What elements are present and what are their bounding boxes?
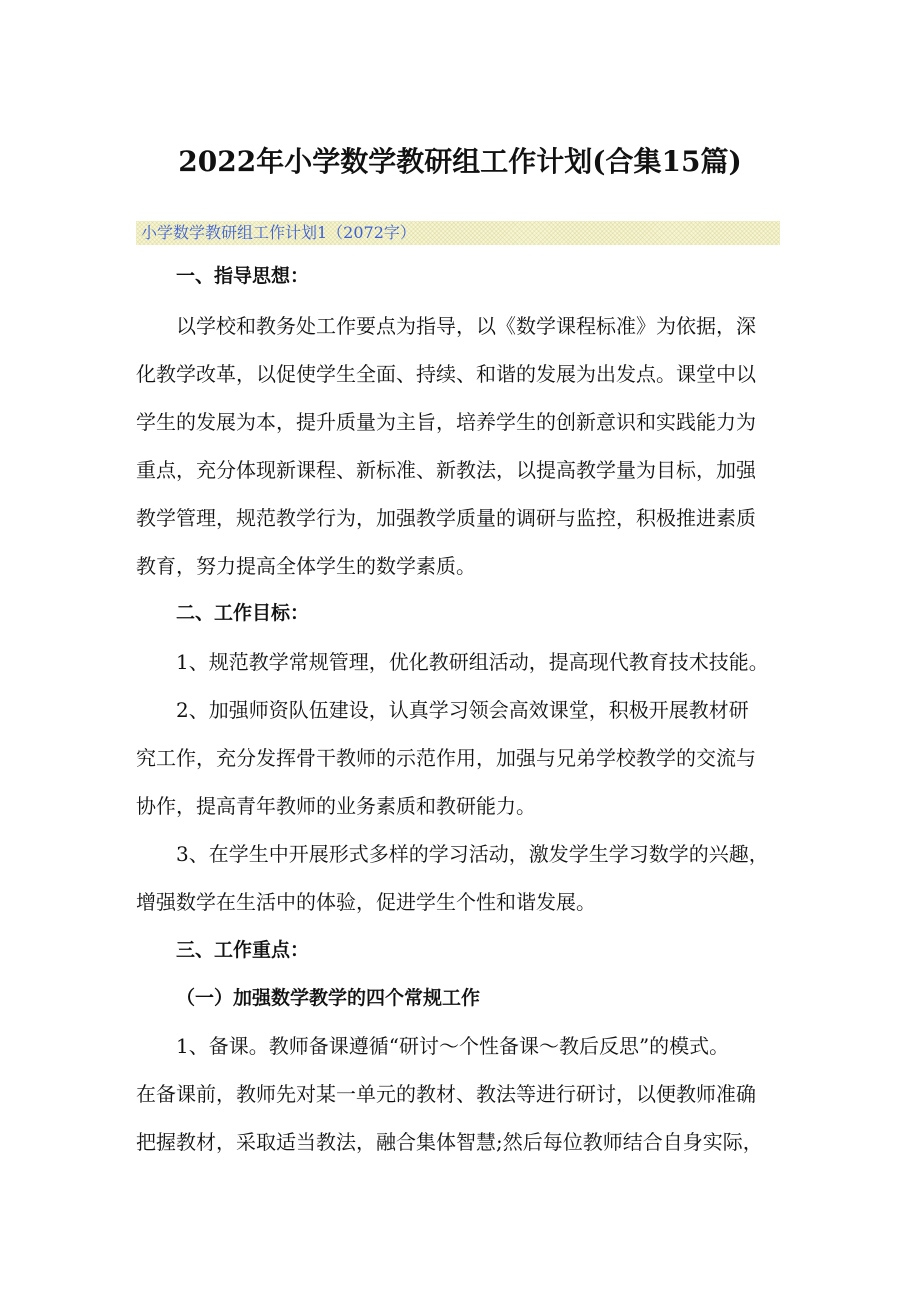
paragraph-line: 重点，充分体现新课程、新标准、新教法，以提高教学量为目标，加强 bbox=[136, 458, 756, 482]
paragraph-line: 教学管理，规范教学行为，加强教学质量的调研与监控，积极推进素质 bbox=[136, 506, 756, 530]
paragraph-line: 究工作，充分发挥骨干教师的示范作用，加强与兄弟学校教学的交流与 bbox=[136, 746, 756, 770]
paragraph-line: 把握教材，采取适当教法，融合集体智慧;然后每位教师结合自身实际， bbox=[136, 1130, 763, 1154]
paragraph-line: 协作，提高青年教师的业务素质和教研能力。 bbox=[136, 794, 536, 818]
paragraph-line: 学生的发展为本，提升质量为主旨，培养学生的创新意识和实践能力为 bbox=[136, 410, 756, 434]
subtitle-link[interactable]: 小学数学教研组工作计划1（2072字） bbox=[141, 223, 416, 242]
paragraph-line: 1、备课。教师备课遵循“研讨～个性备课～教后反思”的模式。 bbox=[176, 1034, 730, 1058]
paragraph-line: 在备课前，教师先对某一单元的教材、教法等进行研讨，以便教师准确 bbox=[136, 1082, 756, 1106]
paragraph-line: 增强数学在生活中的体验，促进学生个性和谐发展。 bbox=[136, 890, 596, 914]
subsection-heading-routine-work: （一）加强数学教学的四个常规工作 bbox=[176, 987, 481, 1009]
section-heading-work-focus: 三、工作重点： bbox=[176, 939, 310, 961]
section-heading-work-goals: 二、工作目标： bbox=[176, 602, 310, 624]
paragraph-line: 2、加强师资队伍建设，认真学习领会高效课堂，积极开展教材研 bbox=[176, 698, 749, 722]
paragraph-line: 以学校和教务处工作要点为指导，以《数学课程标准》为依据，深 bbox=[176, 314, 756, 338]
paragraph-line: 教育，努力提高全体学生的数学素质。 bbox=[136, 554, 476, 578]
paragraph-line: 3、在学生中开展形式多样的学习活动，激发学生学习数学的兴趣， bbox=[176, 842, 769, 866]
paragraph-line: 1、规范教学常规管理，优化教研组活动，提高现代教育技术技能。 bbox=[176, 650, 769, 674]
section-heading-guiding-ideas: 一、指导思想： bbox=[176, 265, 310, 287]
paragraph-line: 化教学改革，以促使学生全面、持续、和谐的发展为出发点。课堂中以 bbox=[136, 362, 756, 386]
document-title: 2022年小学数学教研组工作计划(合集15篇) bbox=[178, 145, 742, 178]
